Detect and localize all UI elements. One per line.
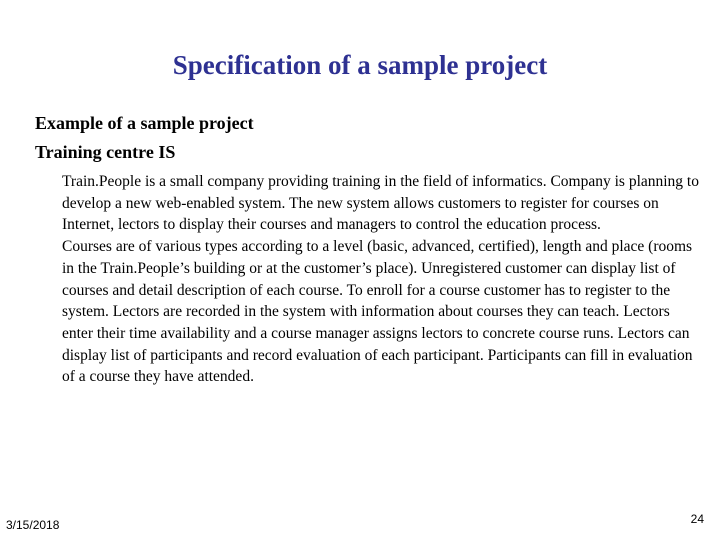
- page-number: 24: [690, 512, 704, 526]
- section-heading-training-centre: Training centre IS: [35, 142, 176, 162]
- paragraph-courses-description: Courses are of various types according to a level (basic, advanced, certified), length and place (rooms in the Train.People’s building or at the customer’s place). Unregistered customer can display list of courses and detail description of each course. To enroll for a course customer has to register to the system. Lectors are recorded in the system with information about courses they can teach. Lectors enter their time availability and a course manager assigns lectors to concrete course runs. Lectors can display list of participants and record evaluation of each participant. Participants can fill in evaluation of a course they have attended.: [62, 238, 693, 386]
- body-text: [62, 171, 702, 388]
- footer-date: 3/15/2018: [6, 518, 60, 532]
- paragraph-company-intro: Train.People is a small company providing training in the field of informatics. Company is planning to develop a new web-enabled system. The new system allows customers to register for courses on Internet, lectors to display their courses and managers to control the education process.: [62, 173, 699, 234]
- section-heading-example: Example of a sample project: [35, 113, 254, 133]
- slide-title: Specification of a sample project: [172, 50, 548, 80]
